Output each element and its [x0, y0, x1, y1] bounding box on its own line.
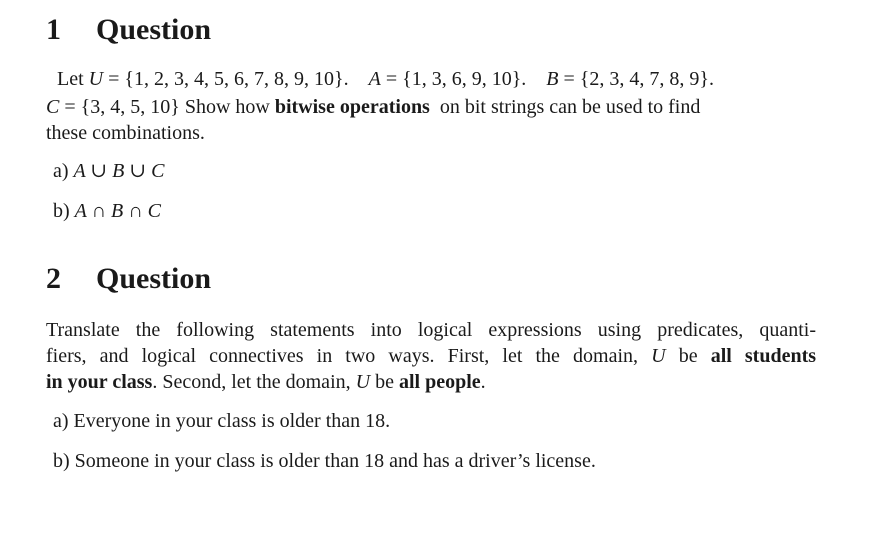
item-expression: A ∩ B ∩ C [74, 200, 161, 222]
item-label: b) [53, 200, 70, 222]
a-set: = {1, 3, 6, 9, 10}. [385, 68, 527, 90]
section-2-intro-line-2 [46, 344, 816, 368]
item-label: a) [53, 410, 69, 432]
a-variable: A [368, 68, 381, 90]
all-students-term: all students [710, 345, 817, 367]
section-1-title: Question [96, 13, 212, 46]
intro-text: fiers, and logical connectives in two ways. First, let the domain, [46, 345, 639, 367]
intro-text: . Second, let the domain, [152, 371, 351, 393]
section-1-intro-line-1 [57, 67, 714, 91]
item-text: Everyone in your class is older than 18. [73, 410, 391, 432]
section-2-number: 2 [46, 262, 61, 295]
section-2-item-a [53, 409, 390, 433]
period: . [480, 371, 486, 393]
section-1-intro-line-2 [46, 95, 700, 119]
bitwise-operations-term: bitwise operations [274, 96, 430, 118]
section-1-item-a [53, 159, 164, 183]
b-set: = {2, 3, 4, 7, 8, 9}. [563, 68, 714, 90]
section-1-heading [46, 13, 211, 47]
u-variable: U [355, 371, 371, 393]
be-word: be [678, 345, 698, 367]
section-2-item-b [53, 449, 596, 473]
item-label: a) [53, 160, 69, 182]
item-text: Someone in your class is older than 18 and has a driver’s license. [74, 450, 596, 472]
section-2-heading [46, 262, 211, 296]
show-how-text: Show how [184, 96, 270, 118]
intro-rest-text: on bit strings can be used to find [439, 96, 701, 118]
section-1-intro-line-3: these combinations. [46, 122, 205, 144]
section-1-number: 1 [46, 13, 61, 46]
c-set: = {3, 4, 5, 10} [64, 96, 180, 118]
section-1-item-b [53, 199, 161, 223]
u-variable: U [88, 68, 104, 90]
in-your-class-term: in your class [46, 371, 153, 393]
u-set: = {1, 2, 3, 4, 5, 6, 7, 8, 9, 10}. [108, 68, 349, 90]
u-variable: U [651, 345, 666, 367]
section-2-intro-line-1: Translate the following statements into logical expressions using predicates, quanti- [46, 319, 816, 341]
all-people-term: all people [398, 371, 481, 393]
item-label: b) [53, 450, 70, 472]
c-variable: C [46, 96, 60, 118]
section-2-intro-line-3 [46, 370, 486, 394]
b-variable: B [546, 68, 559, 90]
item-expression: A ∪ B ∪ C [73, 160, 165, 182]
be-word: be [375, 371, 394, 393]
section-2-title: Question [96, 262, 212, 295]
let-word: Let [57, 68, 84, 90]
